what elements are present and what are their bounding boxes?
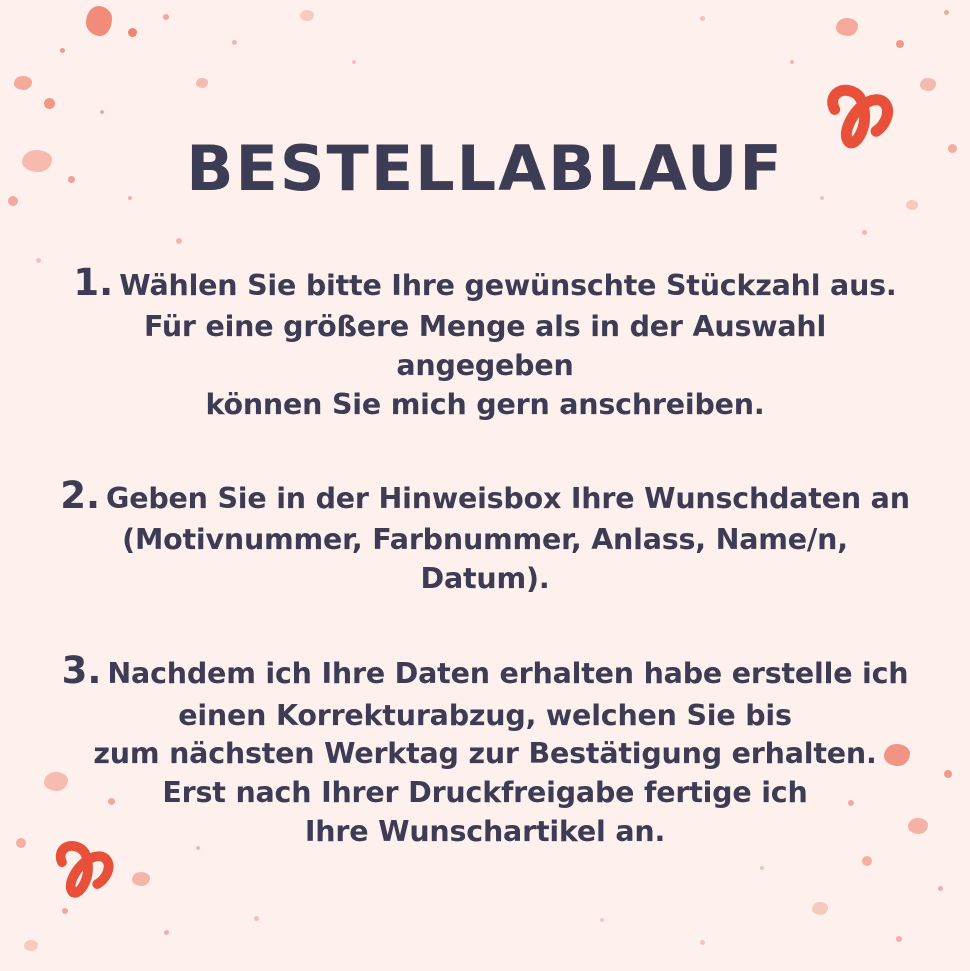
step-text: Nachdem ich Ihre Daten erhalten habe erstelle ich bbox=[107, 657, 909, 691]
step-number: 2. bbox=[60, 473, 101, 517]
step-number: 3. bbox=[61, 649, 102, 693]
list-item bbox=[60, 471, 910, 599]
step-text: Geben Sie in der Hinweisbox Ihre Wunschdaten an bbox=[106, 481, 910, 515]
step-number: 1. bbox=[73, 261, 114, 304]
list-item bbox=[60, 258, 910, 425]
step-text: Ihre Wunschartikel an. bbox=[304, 814, 666, 848]
step-text: zum nächsten Werktag zur Bestätigung erhalten. bbox=[93, 737, 877, 771]
step-first-line bbox=[60, 471, 910, 521]
step-text: Wählen Sie bitte Ihre gewünschte Stückzahl aus. bbox=[119, 269, 897, 302]
step-first-line bbox=[60, 258, 910, 308]
step-first-line bbox=[60, 646, 910, 696]
step-text: einen Korrekturabzug, welchen Sie bis bbox=[178, 698, 792, 732]
step-text: können Sie mich gern anschreiben. bbox=[205, 387, 765, 421]
list-item bbox=[60, 646, 910, 851]
step-text: Für eine größere Menge als in der Auswahl angegeben bbox=[143, 310, 827, 383]
step-text: Erst nach Ihrer Druckfreigabe fertige ich bbox=[162, 776, 808, 810]
page-title: BESTELLABLAUF bbox=[186, 132, 784, 205]
steps-list bbox=[60, 258, 910, 852]
step-text: (Motivnummer, Farbnummer, Anlass, Name/n, Datum). bbox=[122, 522, 848, 595]
